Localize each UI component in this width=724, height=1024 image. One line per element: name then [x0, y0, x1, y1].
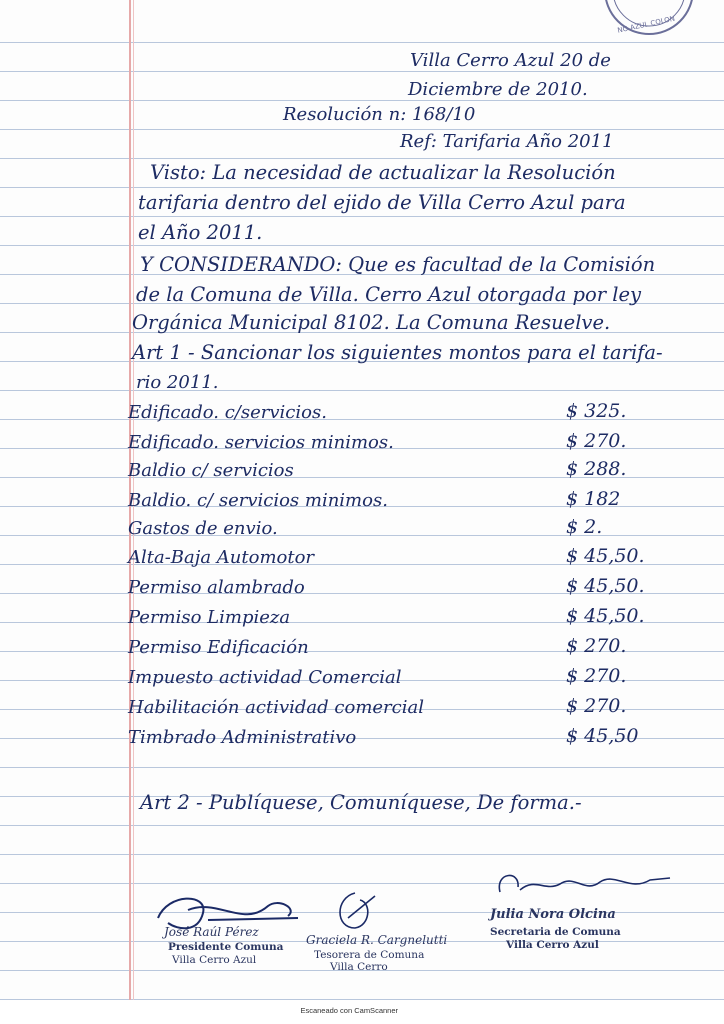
- tariff-amount: $ 325.: [566, 400, 627, 422]
- tariff-concept: Permiso Limpieza: [128, 607, 291, 628]
- tariff-amount: $ 270.: [566, 695, 627, 717]
- tariff-amount: $ 45,50.: [566, 575, 645, 597]
- signatory-3-name: Julia Nora Olcina: [490, 907, 616, 922]
- resolution-number: Resolución n: 168/10: [283, 104, 476, 125]
- tariff-concept: Baldio c/ servicios: [128, 460, 294, 481]
- body-line-5: de la Comuna de Villa. Cerro Azul otorgada por ley: [136, 283, 642, 306]
- signature-scribble-olcina: [490, 862, 680, 906]
- scanner-footer: [0, 1000, 724, 1024]
- tariff-concept: Edificado. c/servicios.: [128, 402, 327, 423]
- tariff-amount: $ 2.: [566, 516, 603, 538]
- scanner-watermark: Escaneado con CamScanner: [300, 1006, 398, 1015]
- signatory-2-role: Tesorera de Comuna: [314, 949, 425, 961]
- tariff-amount: $ 45,50: [566, 725, 639, 747]
- tariff-concept: Permiso alambrado: [128, 577, 305, 598]
- signatory-1-name: José Raúl Pérez: [164, 925, 259, 939]
- tariff-concept: Alta-Baja Automotor: [128, 547, 315, 568]
- signatory-3-role: Secretaria de Comuna: [490, 926, 621, 938]
- reference: Ref: Tarifaria Año 2011: [400, 131, 614, 152]
- seal-stamp: [594, 0, 694, 40]
- signatory-2-place: Villa Cerro: [330, 961, 388, 973]
- tariff-amount: $ 270.: [566, 665, 627, 687]
- tariff-amount: $ 45,50.: [566, 605, 645, 627]
- tariff-concept: Habilitación actividad comercial: [128, 697, 424, 718]
- signatory-3-place: Villa Cerro Azul: [506, 939, 599, 951]
- body-line-3: el Año 2011.: [138, 221, 263, 244]
- tariff-concept: Timbrado Administrativo: [128, 727, 357, 748]
- tariff-concept: Permiso Edificación: [128, 637, 309, 658]
- body-line-2: tarifaria dentro del ejido de Villa Cerro Azul para: [138, 191, 626, 214]
- article-1-continued: rio 2011.: [136, 372, 219, 393]
- body-line-1: Visto: La necesidad de actualizar la Resolución: [150, 161, 616, 184]
- svg-text:NO AZUL COLON: NO AZUL COLON: [616, 14, 676, 35]
- signatory-2-name: Graciela R. Cargnelutti: [306, 933, 448, 947]
- header-place: Villa Cerro Azul 20 de: [410, 50, 611, 71]
- tariff-amount: $ 182: [566, 488, 621, 510]
- tariff-amount: $ 45,50.: [566, 545, 645, 567]
- article-2: Art 2 - Publíquese, Comuníquese, De forma.-: [140, 791, 582, 814]
- signatory-1-place: Villa Cerro Azul: [172, 954, 257, 966]
- tariff-amount: $ 288.: [566, 458, 627, 480]
- signatory-1-role: Presidente Comuna: [168, 941, 284, 953]
- article-1: Art 1 - Sancionar los siguientes montos para el tarifa-: [132, 341, 663, 364]
- tariff-amount: $ 270.: [566, 635, 627, 657]
- tariff-concept: Edificado. servicios minimos.: [128, 432, 394, 453]
- signature-scribble-cargnelutti: [330, 888, 380, 938]
- tariff-amount: $ 270.: [566, 430, 627, 452]
- header-date: Diciembre de 2010.: [408, 79, 588, 100]
- tariff-concept: Gastos de envio.: [128, 518, 278, 539]
- body-line-4: Y CONSIDERANDO: Que es facultad de la Comisión: [140, 253, 656, 276]
- body-line-6: Orgánica Municipal 8102. La Comuna Resuelve.: [132, 311, 611, 334]
- tariff-concept: Impuesto actividad Comercial: [128, 667, 402, 688]
- tariff-concept: Baldio. c/ servicios minimos.: [128, 490, 388, 511]
